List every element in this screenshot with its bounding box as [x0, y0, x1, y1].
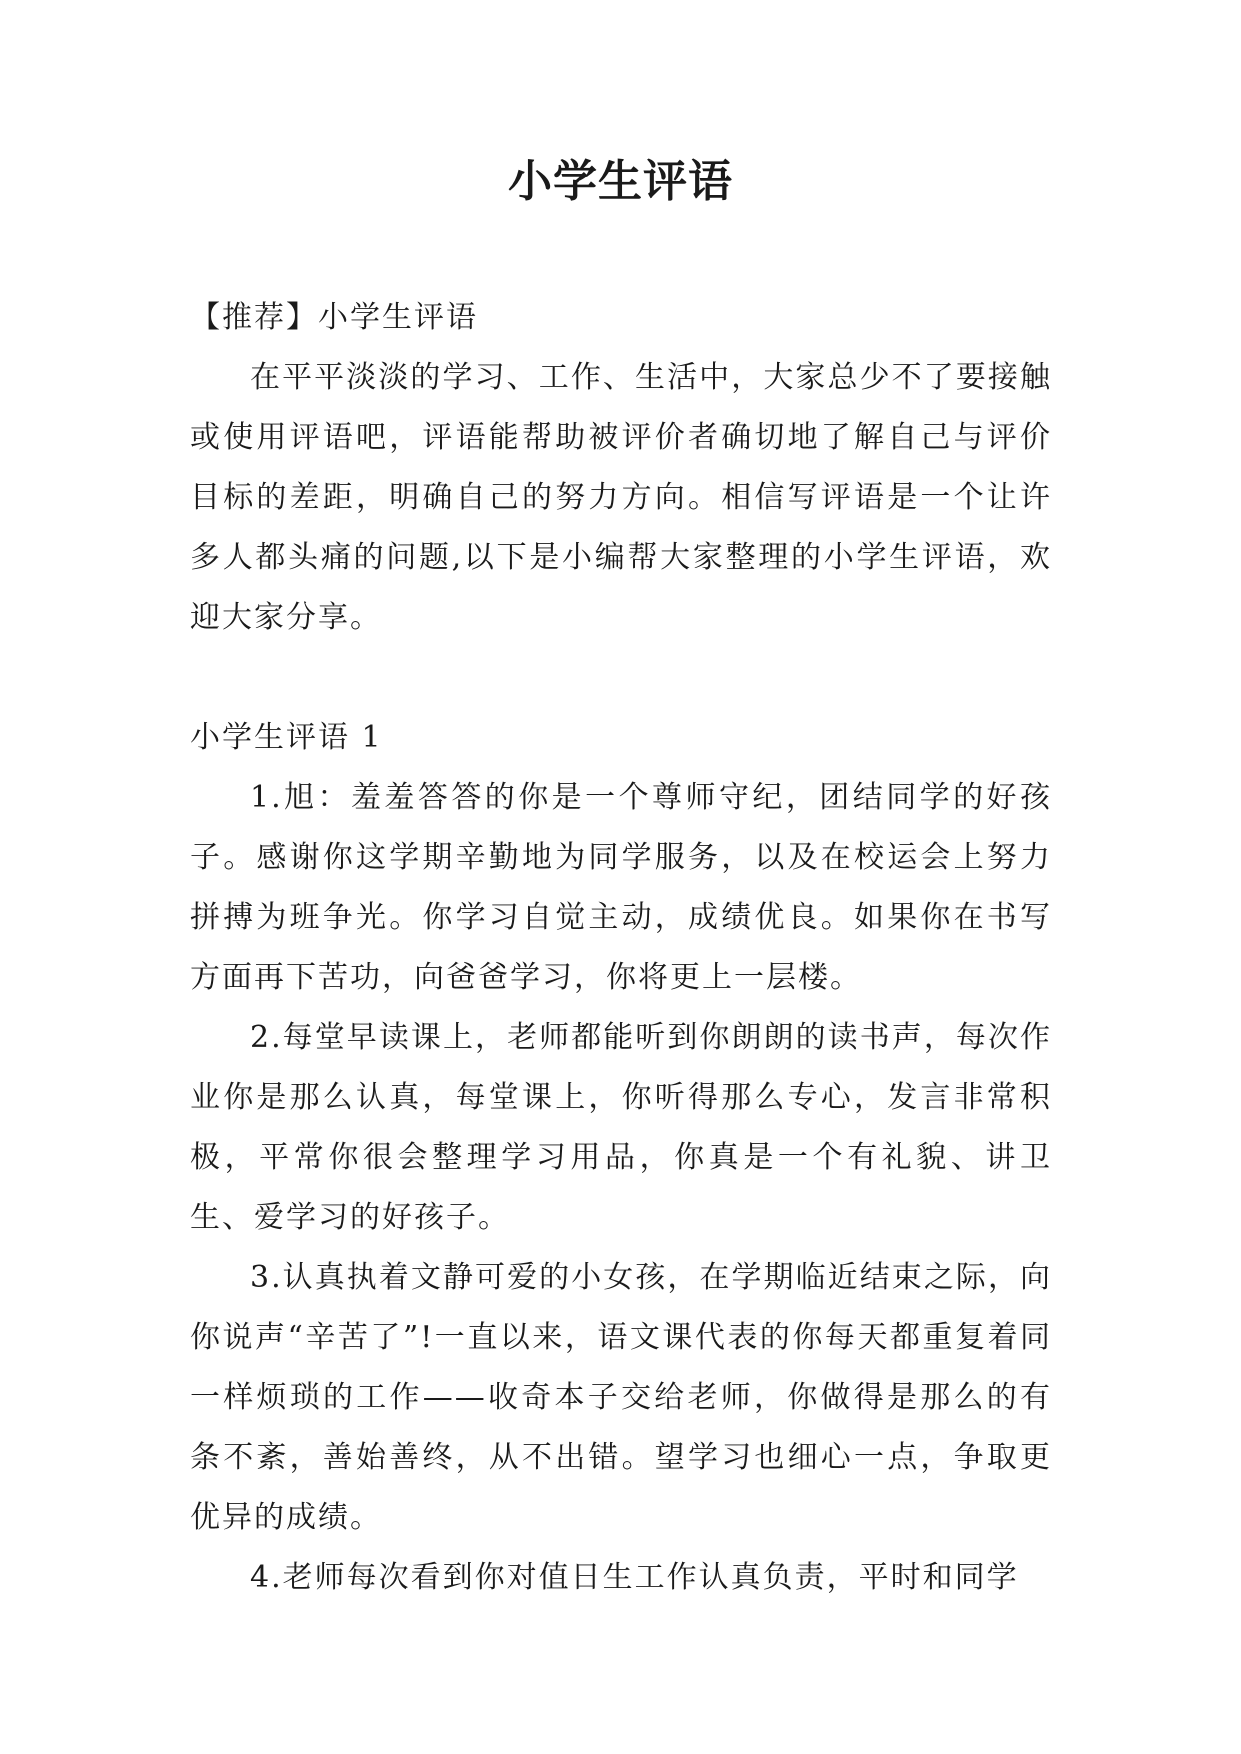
- list-item: 3.认真执着文静可爱的小女孩，在学期临近结束之际，向你说声“辛苦了”!一直以来，语文课代表的你每天都重复着同一样烦琐的工作——收奇本子交给老师，你做得是那么的有条不紊，善始善终，从不出错。望学习也细心一点，争取更优异的成绩。: [190, 1260, 1052, 1535]
- list-item: 2.每堂早读课上，老师都能听到你朗朗的读书声，每次作业你是那么认真，每堂课上，你听得那么专心，发言非常积极，平常你很会整理学习用品，你真是一个有礼貌、讲卫生、爱学习的好孩子。: [190, 1020, 1052, 1235]
- recommend-line: 【推荐】小学生评语: [190, 300, 478, 335]
- intro-paragraph: 在平平淡淡的学习、工作、生活中，大家总少不了要接触或使用评语吧，评语能帮助被评价者确切地了解自己与评价目标的差距，明确自己的努力方向。相信写评语是一个让许多人都头痛的问题,以下是小编帮大家整理的小学生评语，欢迎大家分享。: [190, 360, 1052, 635]
- document-body: [190, 288, 1052, 1608]
- list-item: 1.旭：羞羞答答的你是一个尊师守纪，团结同学的好孩子。感谢你这学期辛勤地为同学服务，以及在校运会上努力拼搏为班争光。你学习自觉主动，成绩优良。如果你在书写方面再下苦功，向爸爸学习，你将更上一层楼。: [190, 780, 1052, 995]
- section-heading: 小学生评语 1: [190, 720, 383, 755]
- list-item: 4.老师每次看到你对值日生工作认真负责，平时和同学: [250, 1560, 1019, 1595]
- document-title: 小学生评语: [508, 156, 733, 207]
